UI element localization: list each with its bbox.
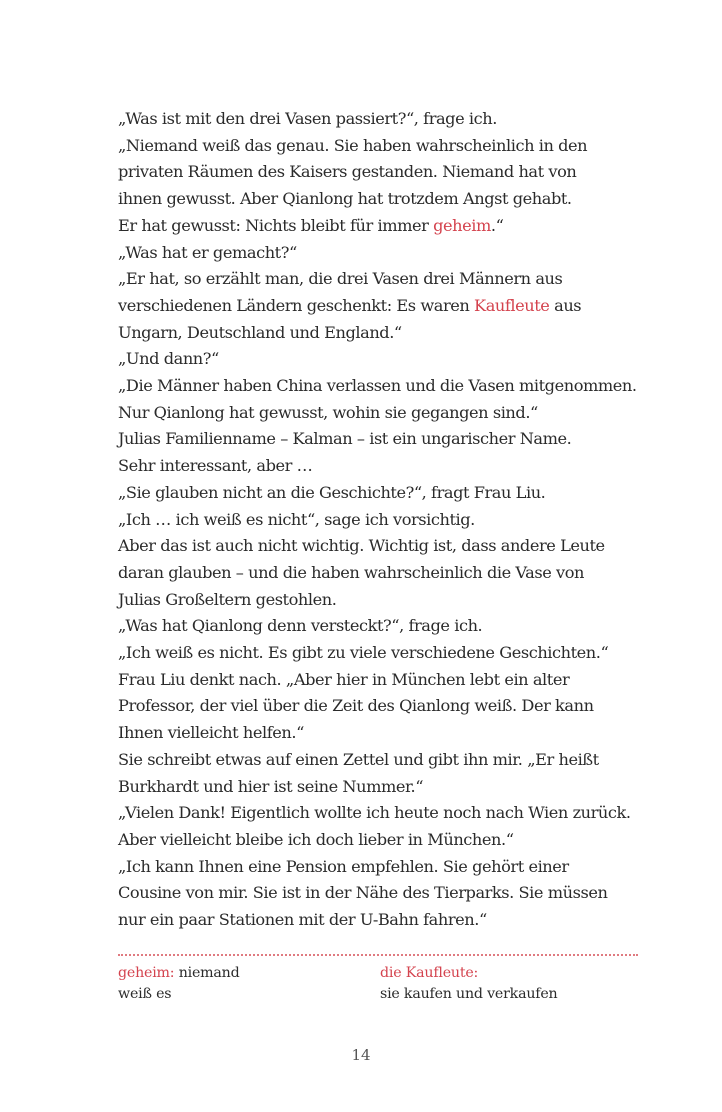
text-line: „Die Männer haben China verlassen und die Vasen mitgenommen.: [118, 376, 637, 396]
text-line: „Ich kann Ihnen eine Pension empfehlen. Sie gehört einer: [118, 856, 569, 876]
text-line: Cousine von mir. Sie ist in der Nähe des Tierparks. Sie müssen: [118, 883, 608, 903]
text-segment: verschiedenen Ländern geschenkt: Es waren: [118, 295, 475, 315]
text-line: Ihnen vielleicht helfen.“: [118, 723, 304, 743]
text-line: „Niemand weiß das genau. Sie haben wahrscheinlich in den: [118, 135, 588, 155]
glossary-definition-continued: weiß es: [118, 986, 172, 1002]
text-line: Julias Großeltern gestohlen.: [118, 589, 337, 609]
glossary-entry-kaufleute: [380, 963, 640, 1005]
text-line: „Was ist mit den drei Vasen passiert?“, frage ich.: [118, 109, 497, 128]
text-line: „Was hat Qianlong denn versteckt?“, frage ich.: [118, 616, 483, 636]
story-text: [118, 106, 658, 934]
text-line: Sehr interessant, aber …: [118, 456, 313, 476]
text-line: Frau Liu denkt nach. „Aber hier in München lebt ein alter: [118, 669, 570, 689]
text-line: „Ich … ich weiß es nicht“, sage ich vorsichtig.: [118, 509, 475, 529]
text-line: „Er hat, so erzählt man, die drei Vasen drei Männern aus: [118, 269, 563, 289]
text-line: nur ein paar Stationen mit der U-Bahn fahren.“: [118, 910, 487, 930]
glossary-entry-geheim: [118, 963, 358, 1005]
glossary-line: [118, 963, 358, 984]
text-segment: .“: [490, 215, 504, 235]
text-line: [118, 213, 658, 240]
page-number: 14: [351, 1046, 371, 1064]
vocabulary-highlight: Kaufleute: [474, 295, 550, 315]
text-line: Burkhardt und hier ist seine Nummer.“: [118, 776, 424, 796]
text-line: Sie schreibt etwas auf einen Zettel und gibt ihn mir. „Er heißt: [118, 749, 599, 769]
text-line: daran glauben – und die haben wahrscheinlich die Vase von: [118, 562, 585, 582]
text-line: Julias Familienname – Kalman – ist ein ungarischer Name.: [118, 429, 572, 449]
vocabulary-highlight: geheim: [433, 215, 491, 235]
text-line: „Und dann?“: [118, 349, 219, 369]
text-line: [118, 293, 658, 320]
glossary-definition: niemand: [174, 965, 240, 981]
text-line: Nur Qianlong hat gewusst, wohin sie gegangen sind.“: [118, 402, 538, 422]
text-line: privaten Räumen des Kaisers gestanden. Niemand hat von: [118, 162, 577, 182]
text-line: ihnen gewusst. Aber Qianlong hat trotzdem Angst gehabt.: [118, 189, 572, 209]
text-line: Ungarn, Deutschland und England.“: [118, 322, 402, 342]
text-line: „Sie glauben nicht an die Geschichte?“, fragt Frau Liu.: [118, 482, 546, 502]
glossary-term: geheim:: [118, 965, 175, 981]
text-line: Aber vielleicht bleibe ich doch lieber in München.“: [118, 829, 514, 849]
glossary-definition: sie kaufen und verkaufen: [380, 986, 558, 1002]
text-segment: Er hat gewusst: Nichts bleibt für immer: [118, 215, 434, 235]
text-segment: aus: [549, 295, 582, 315]
text-line: Aber das ist auch nicht wichtig. Wichtig ist, dass andere Leute: [118, 536, 605, 556]
text-line: „Was hat er gemacht?“: [118, 242, 297, 262]
text-line: „Ich weiß es nicht. Es gibt zu viele verschiedene Geschichten.“: [118, 643, 609, 663]
text-line: Professor, der viel über die Zeit des Qianlong weiß. Der kann: [118, 696, 594, 716]
glossary-divider: [118, 954, 638, 956]
text-line: „Vielen Dank! Eigentlich wollte ich heute noch nach Wien zurück.: [118, 803, 631, 823]
glossary-term: die Kaufleute:: [380, 965, 479, 981]
